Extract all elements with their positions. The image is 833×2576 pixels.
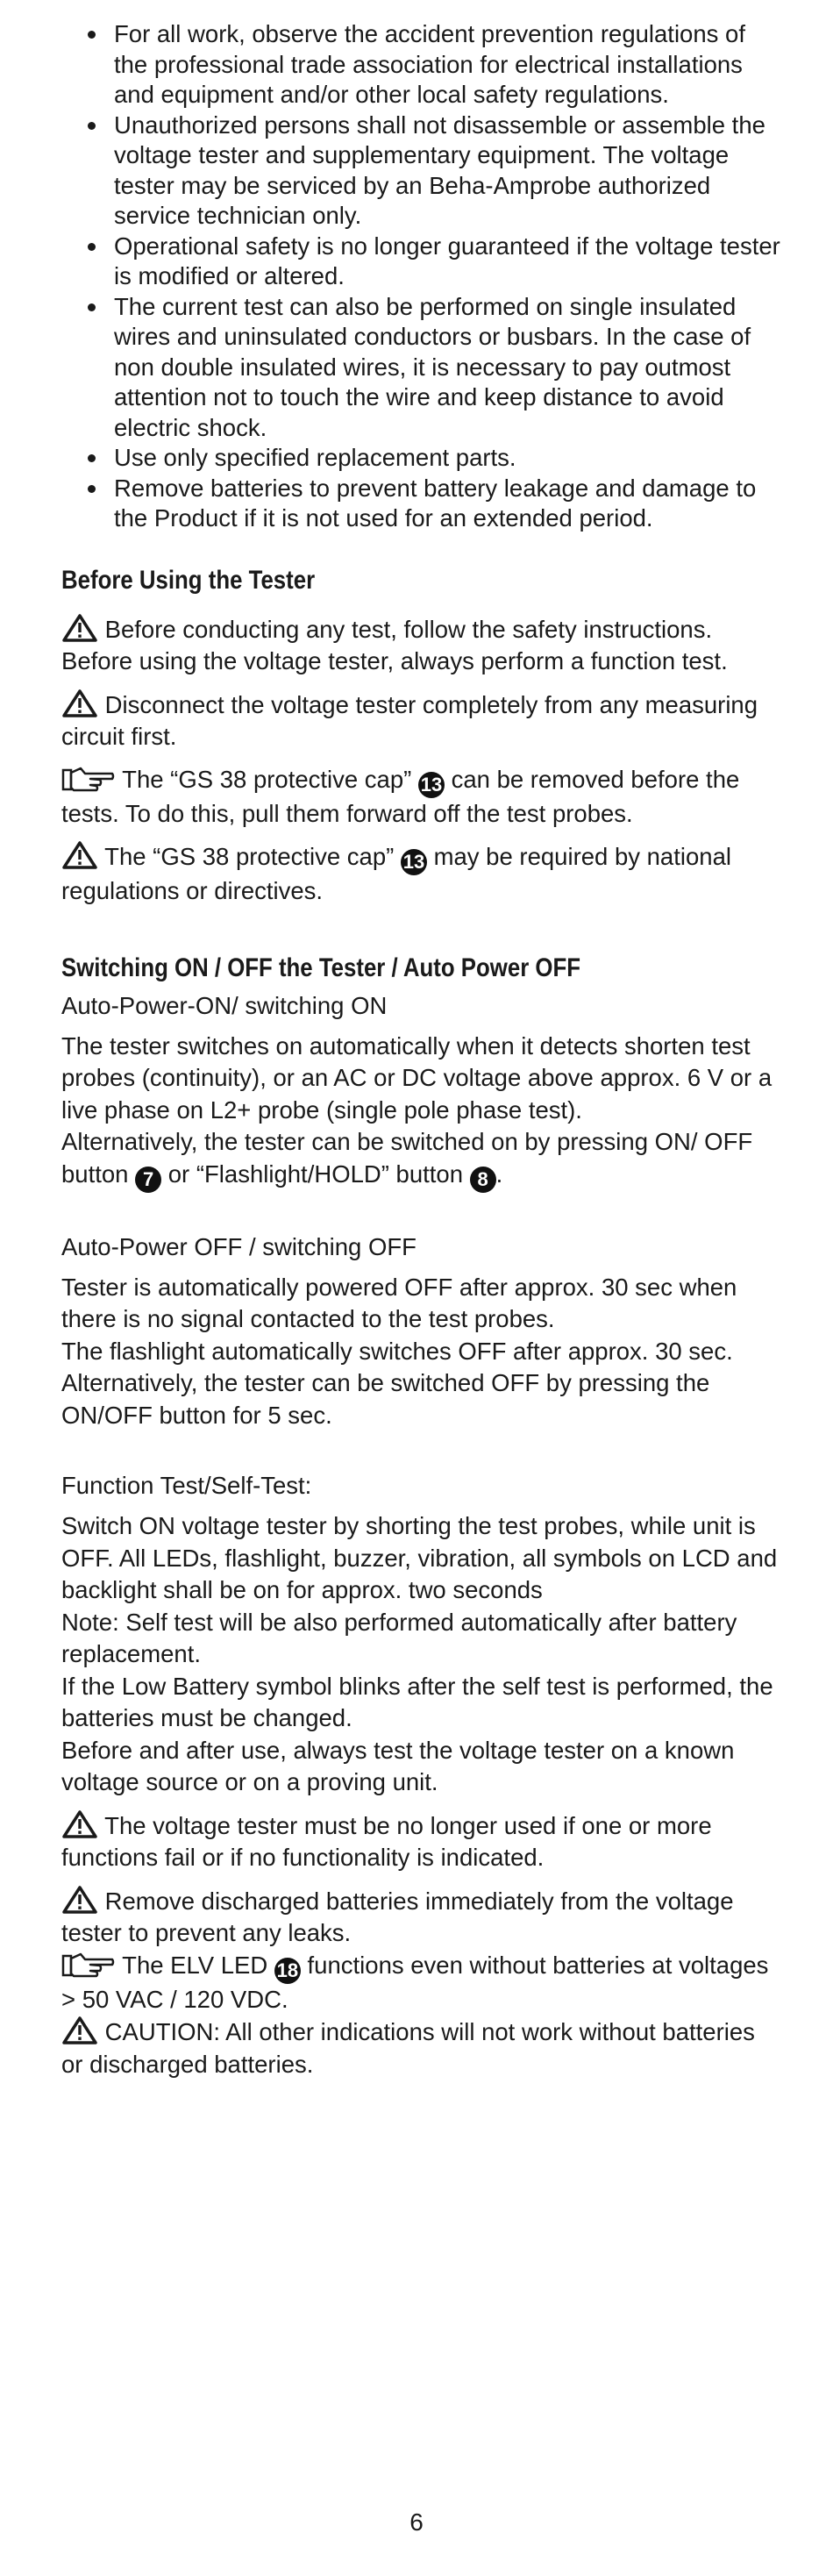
body-text: or “Flashlight/HOLD” button [167,1160,463,1188]
body-text: Alternatively, the tester can be switched on by pressing ON/ OFF button [61,1128,753,1188]
list-item: Use only specified replacement parts. [114,443,780,474]
warning-paragraph [61,613,780,678]
note-text: The “GS 38 protective cap” [122,765,412,793]
warning-text: Disconnect the voltage tester completely from any measuring circuit first. [61,690,758,750]
warning-text: CAUTION: All other indications will not work without batteries or discharged batteries. [61,2018,755,2078]
list-item: Remove batteries to prevent battery leakage and damage to the Product if it is not used for an extended period. [114,474,780,534]
body-paragraph: If the Low Battery symbol blinks after the self test is performed, the batteries must be changed. [61,1672,773,1731]
note-text: can be removed before the tests. To do this, pull them forward off the test probes. [61,765,740,827]
body-paragraph: The flashlight automatically switches OFF after approx. 30 sec. [61,1337,733,1365]
warning-paragraph [61,840,780,908]
body-paragraph: Note: Self test will be also performed automatically after battery replacement. [61,1608,737,1667]
section-heading-switching: Switching ON / OFF the Tester / Auto Power OFF [61,953,580,982]
note-paragraph [61,1950,780,2016]
body-paragraph: Switch ON voltage tester by shorting the test probes, while unit is OFF. All LEDs, flashlight, buzzer, vibration, all symbols on LCD and backlight shall be on for approx. two seconds [61,1512,778,1603]
list-item: The current test can also be performed on single insulated wires and uninsulated conductors or busbars. In the case of non double insulated wires, it is necessary to pay outmost attention not to touch the wire and keep distance to avoid electric shock. [114,292,780,444]
body-paragraph: Alternatively, the tester can be switched OFF by pressing the ON/OFF button for 5 sec. [61,1369,710,1429]
callout-number-badge: 13 [418,772,445,798]
body-paragraph: The tester switches on automatically when it detects shorten test probes (continuity), or an AC or DC voltage above approx. 6 V or a live phase on L2+ probe (single pole phase test). [61,1031,772,1124]
warning-text: may be required by national regulations or directives. [61,843,731,904]
warning-triangle-icon [61,613,98,643]
warning-paragraph [61,1809,780,1874]
page-number: 6 [409,2508,424,2536]
section-heading-before-using: Before Using the Tester [61,565,316,595]
list-item: For all work, observe the accident prevention regulations of the professional trade association for electrical installations and equipment and/or other local safety regulations. [114,19,780,111]
pointing-hand-icon [61,765,116,793]
note-text: functions even without batteries at voltages > 50 VAC / 120 VDC. [61,1951,769,2013]
warning-text: The “GS 38 protective cap” [104,843,395,870]
warning-triangle-icon [61,1885,98,1915]
warning-triangle-icon [61,840,98,870]
safety-bullet-list [61,19,780,534]
body-paragraph: Tester is automatically powered OFF after approx. 30 sec when there is no signal contacted to the test probes. [61,1273,737,1332]
list-item: Unauthorized persons shall not disassemble or assemble the voltage tester and supplementary equipment. The voltage tester may be serviced by an Beha-Amprobe authorized service technician only. [114,111,780,232]
callout-number-badge: 13 [401,849,427,875]
body-paragraph [61,1126,780,1193]
warning-paragraph [61,1885,780,1950]
warning-text: Remove discharged batteries immediately from the voltage tester to prevent any leaks. [61,1887,734,1946]
warning-text: The voltage tester must be no longer used if one or more functions fail or if no functionality is indicated. [61,1811,712,1871]
warning-triangle-icon [61,1809,98,1839]
subheading-auto-power-on: Auto-Power-ON/ switching ON [61,991,388,1019]
page-content [61,19,780,2080]
warning-triangle-icon [61,689,98,718]
subheading-auto-power-off: Auto-Power OFF / switching OFF [61,1232,416,1260]
body-paragraph: Before and after use, always test the voltage tester on a known voltage source or on a proving unit. [61,1736,735,1795]
body-text: . [495,1160,503,1188]
callout-number-badge: 18 [274,1958,301,1984]
warning-triangle-icon [61,2016,98,2045]
list-item: Operational safety is no longer guaranteed if the voltage tester is modified or altered. [114,232,780,292]
note-paragraph [61,764,780,831]
callout-number-badge: 7 [135,1167,161,1193]
callout-number-badge: 8 [470,1167,496,1193]
warning-text: Before conducting any test, follow the safety instructions. Before using the voltage tester, always perform a function test. [61,615,728,674]
warning-paragraph [61,689,780,753]
warning-paragraph [61,2016,780,2080]
subheading-function-test: Function Test/Self-Test: [61,1472,312,1499]
note-text: The ELV LED [122,1951,268,1979]
pointing-hand-icon [61,1951,116,1979]
